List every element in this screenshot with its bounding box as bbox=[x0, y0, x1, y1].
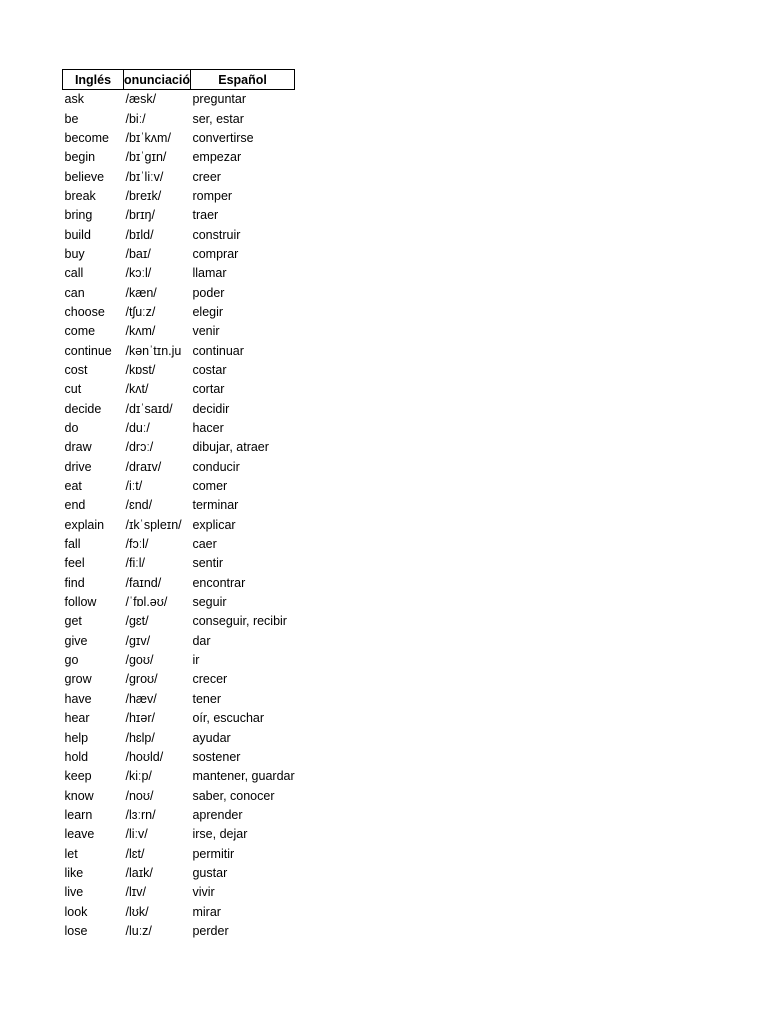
table-row bbox=[63, 438, 295, 457]
pronunciation-cell: /dɪˈsaɪd/ bbox=[125, 401, 173, 416]
pronunciation-cell: /fiːl/ bbox=[125, 556, 145, 571]
spanish-cell: irse, dejar bbox=[192, 827, 248, 842]
spanish-cell: perder bbox=[192, 923, 229, 938]
table-row bbox=[63, 187, 295, 206]
pronunciation-cell: /draɪv/ bbox=[125, 459, 162, 474]
spanish-cell: elegir bbox=[192, 304, 224, 319]
table-row bbox=[63, 728, 295, 747]
pronunciation-cell: /hæv/ bbox=[125, 691, 157, 706]
table-row bbox=[63, 167, 295, 186]
pronunciation-cell: /brɪŋ/ bbox=[125, 208, 155, 223]
table-row bbox=[63, 303, 295, 322]
table-row bbox=[63, 419, 295, 438]
english-cell: live bbox=[64, 885, 84, 900]
english-cell: give bbox=[64, 633, 88, 648]
pronunciation-cell: /luːz/ bbox=[125, 923, 152, 938]
pronunciation-cell: /ˈfɒl.əʊ/ bbox=[125, 595, 168, 610]
english-cell: leave bbox=[64, 827, 95, 842]
table-row bbox=[63, 554, 295, 573]
spanish-cell: traer bbox=[192, 208, 219, 223]
pronunciation-cell: /bɪld/ bbox=[125, 227, 154, 242]
spanish-cell: empezar bbox=[192, 150, 242, 165]
pronunciation-cell: /bɪˈɡɪn/ bbox=[125, 150, 167, 165]
spanish-cell: decidir bbox=[192, 401, 230, 416]
pronunciation-cell: /kɒst/ bbox=[125, 362, 156, 377]
spanish-cell: creer bbox=[192, 169, 221, 184]
table-row bbox=[63, 109, 295, 128]
pronunciation-cell: /drɔː/ bbox=[125, 440, 154, 455]
table-row bbox=[63, 129, 295, 148]
table-row bbox=[63, 922, 295, 941]
pronunciation-cell: /hɪər/ bbox=[125, 711, 155, 726]
english-cell: like bbox=[64, 865, 84, 880]
table-row bbox=[63, 516, 295, 535]
table-row bbox=[63, 400, 295, 419]
table-row bbox=[63, 90, 295, 110]
table-row bbox=[63, 632, 295, 651]
pronunciation-cell: /ɡroʊ/ bbox=[125, 672, 158, 687]
header-row bbox=[63, 70, 295, 90]
table-row bbox=[63, 225, 295, 244]
english-cell: believe bbox=[64, 169, 105, 184]
english-cell: have bbox=[64, 691, 92, 706]
pronunciation-cell: /kæn/ bbox=[125, 285, 157, 300]
english-cell: draw bbox=[64, 440, 92, 455]
table-row bbox=[63, 593, 295, 612]
header-english: Inglés bbox=[63, 70, 124, 90]
table-row bbox=[63, 206, 295, 225]
english-cell: look bbox=[64, 904, 88, 919]
english-cell: drive bbox=[64, 459, 92, 474]
english-cell: grow bbox=[64, 672, 92, 687]
english-cell: go bbox=[64, 653, 79, 668]
pronunciation-cell: /fɔːl/ bbox=[125, 537, 149, 552]
pronunciation-cell: /biː/ bbox=[125, 111, 146, 126]
spanish-cell: gustar bbox=[192, 865, 228, 880]
spanish-cell: ir bbox=[192, 653, 200, 668]
table-row bbox=[63, 283, 295, 302]
pronunciation-cell: /ɡɛt/ bbox=[125, 614, 149, 629]
spanish-cell: conseguir, recibir bbox=[192, 614, 287, 629]
english-cell: learn bbox=[64, 807, 93, 822]
english-cell: cut bbox=[64, 382, 82, 397]
english-cell: ask bbox=[64, 92, 84, 107]
table-row bbox=[63, 690, 295, 709]
table-row bbox=[63, 458, 295, 477]
english-cell: decide bbox=[64, 401, 102, 416]
english-cell: begin bbox=[64, 150, 96, 165]
spanish-cell: comer bbox=[192, 479, 228, 494]
spanish-cell: poder bbox=[192, 285, 225, 300]
pronunciation-cell: /lɛt/ bbox=[125, 846, 145, 861]
table-row bbox=[63, 322, 295, 341]
english-cell: follow bbox=[64, 595, 97, 610]
table-row bbox=[63, 825, 295, 844]
english-cell: know bbox=[64, 788, 94, 803]
spanish-cell: sentir bbox=[192, 556, 224, 571]
english-cell: feel bbox=[64, 556, 85, 571]
spanish-cell: costar bbox=[192, 362, 227, 377]
table-row bbox=[63, 670, 295, 689]
english-cell: cost bbox=[64, 362, 88, 377]
pronunciation-cell: /tʃuːz/ bbox=[125, 304, 156, 319]
english-cell: hear bbox=[64, 711, 90, 726]
english-cell: fall bbox=[64, 537, 81, 552]
pronunciation-cell: /ɡɪv/ bbox=[125, 633, 151, 648]
english-cell: do bbox=[64, 421, 79, 436]
table-row bbox=[63, 651, 295, 670]
spanish-cell: llamar bbox=[192, 266, 227, 281]
english-cell: get bbox=[64, 614, 82, 629]
spanish-cell: crecer bbox=[192, 672, 228, 687]
english-cell: buy bbox=[64, 246, 85, 261]
english-cell: be bbox=[64, 111, 79, 126]
vocabulary-table bbox=[62, 69, 295, 941]
spanish-cell: mantener, guardar bbox=[192, 769, 295, 784]
spanish-cell: construir bbox=[192, 227, 241, 242]
table-row bbox=[63, 264, 295, 283]
pronunciation-cell: /breɪk/ bbox=[125, 188, 162, 203]
pronunciation-cell: /laɪk/ bbox=[125, 865, 153, 880]
table-body bbox=[63, 90, 295, 942]
spanish-cell: caer bbox=[192, 537, 217, 552]
table-row bbox=[63, 709, 295, 728]
english-cell: help bbox=[64, 730, 89, 745]
table-row bbox=[63, 767, 295, 786]
pronunciation-cell: /hɛlp/ bbox=[125, 730, 155, 745]
spanish-cell: oír, escuchar bbox=[192, 711, 265, 726]
table-row bbox=[63, 883, 295, 902]
english-cell: end bbox=[64, 498, 86, 513]
vocabulary-sheet bbox=[62, 69, 295, 941]
english-cell: bring bbox=[64, 208, 93, 223]
pronunciation-cell: /bɪˈliːv/ bbox=[125, 169, 164, 184]
english-cell: eat bbox=[64, 479, 82, 494]
spanish-cell: continuar bbox=[192, 343, 244, 358]
table-row bbox=[63, 341, 295, 360]
table-row bbox=[63, 148, 295, 167]
spanish-cell: permitir bbox=[192, 846, 235, 861]
english-cell: break bbox=[64, 188, 96, 203]
spanish-cell: hacer bbox=[192, 421, 224, 436]
english-cell: can bbox=[64, 285, 85, 300]
english-cell: explain bbox=[64, 517, 105, 532]
spanish-cell: conducir bbox=[192, 459, 240, 474]
pronunciation-cell: /baɪ/ bbox=[125, 246, 151, 261]
spanish-cell: dibujar, atraer bbox=[192, 440, 269, 455]
spanish-cell: dar bbox=[192, 633, 211, 648]
english-cell: let bbox=[64, 846, 78, 861]
table-row bbox=[63, 361, 295, 380]
table-row bbox=[63, 806, 295, 825]
spanish-cell: mirar bbox=[192, 904, 221, 919]
table-row bbox=[63, 535, 295, 554]
spanish-cell: tener bbox=[192, 691, 221, 706]
pronunciation-cell: /ɪkˈspleɪn/ bbox=[125, 517, 182, 532]
table-row bbox=[63, 786, 295, 805]
english-cell: build bbox=[64, 227, 91, 242]
pronunciation-cell: /noʊ/ bbox=[125, 788, 154, 803]
english-cell: continue bbox=[64, 343, 112, 358]
table-row bbox=[63, 864, 295, 883]
english-cell: find bbox=[64, 575, 85, 590]
spanish-cell: ser, estar bbox=[192, 111, 244, 126]
english-cell: keep bbox=[64, 769, 92, 784]
spanish-cell: romper bbox=[192, 188, 233, 203]
spanish-cell: saber, conocer bbox=[192, 788, 275, 803]
header-pronunciation: onunciació bbox=[124, 70, 191, 90]
spanish-cell: convertirse bbox=[192, 130, 254, 145]
spanish-cell: preguntar bbox=[192, 92, 246, 107]
spanish-cell: venir bbox=[192, 324, 220, 339]
pronunciation-cell: /kiːp/ bbox=[125, 769, 152, 784]
pronunciation-cell: /liːv/ bbox=[125, 827, 148, 842]
table-row bbox=[63, 612, 295, 631]
english-cell: become bbox=[64, 130, 109, 145]
pronunciation-cell: /kʌm/ bbox=[125, 324, 156, 339]
pronunciation-cell: /lɜːrn/ bbox=[125, 807, 156, 822]
spanish-cell: vivir bbox=[192, 885, 215, 900]
english-cell: come bbox=[64, 324, 96, 339]
spanish-cell: seguir bbox=[192, 595, 227, 610]
pronunciation-cell: /duː/ bbox=[125, 421, 150, 436]
table-row bbox=[63, 902, 295, 921]
table-row bbox=[63, 496, 295, 515]
spanish-cell: ayudar bbox=[192, 730, 231, 745]
table-row bbox=[63, 844, 295, 863]
pronunciation-cell: /lɪv/ bbox=[125, 885, 146, 900]
pronunciation-cell: /æsk/ bbox=[125, 92, 157, 107]
table-row bbox=[63, 380, 295, 399]
table-row bbox=[63, 748, 295, 767]
english-cell: choose bbox=[64, 304, 105, 319]
pronunciation-cell: /lʊk/ bbox=[125, 904, 149, 919]
pronunciation-cell: /ɛnd/ bbox=[125, 498, 153, 513]
pronunciation-cell: /bɪˈkʌm/ bbox=[125, 130, 171, 145]
header-spanish: Español bbox=[190, 70, 294, 90]
spanish-cell: terminar bbox=[192, 498, 239, 513]
english-cell: lose bbox=[64, 923, 88, 938]
table-row bbox=[63, 245, 295, 264]
pronunciation-cell: /kənˈtɪn.ju bbox=[125, 343, 182, 358]
spanish-cell: aprender bbox=[192, 807, 243, 822]
english-cell: hold bbox=[64, 749, 89, 764]
pronunciation-cell: /iːt/ bbox=[125, 479, 143, 494]
table-row bbox=[63, 574, 295, 593]
english-cell: call bbox=[64, 266, 84, 281]
spanish-cell: explicar bbox=[192, 517, 236, 532]
spanish-cell: encontrar bbox=[192, 575, 246, 590]
pronunciation-cell: /ɡoʊ/ bbox=[125, 653, 154, 668]
spanish-cell: comprar bbox=[192, 246, 239, 261]
table-row bbox=[63, 477, 295, 496]
spanish-cell: sostener bbox=[192, 749, 241, 764]
pronunciation-cell: /hoʊld/ bbox=[125, 749, 164, 764]
pronunciation-cell: /faɪnd/ bbox=[125, 575, 162, 590]
pronunciation-cell: /kɔːl/ bbox=[125, 266, 152, 281]
pronunciation-cell: /kʌt/ bbox=[125, 382, 149, 397]
spanish-cell: cortar bbox=[192, 382, 225, 397]
